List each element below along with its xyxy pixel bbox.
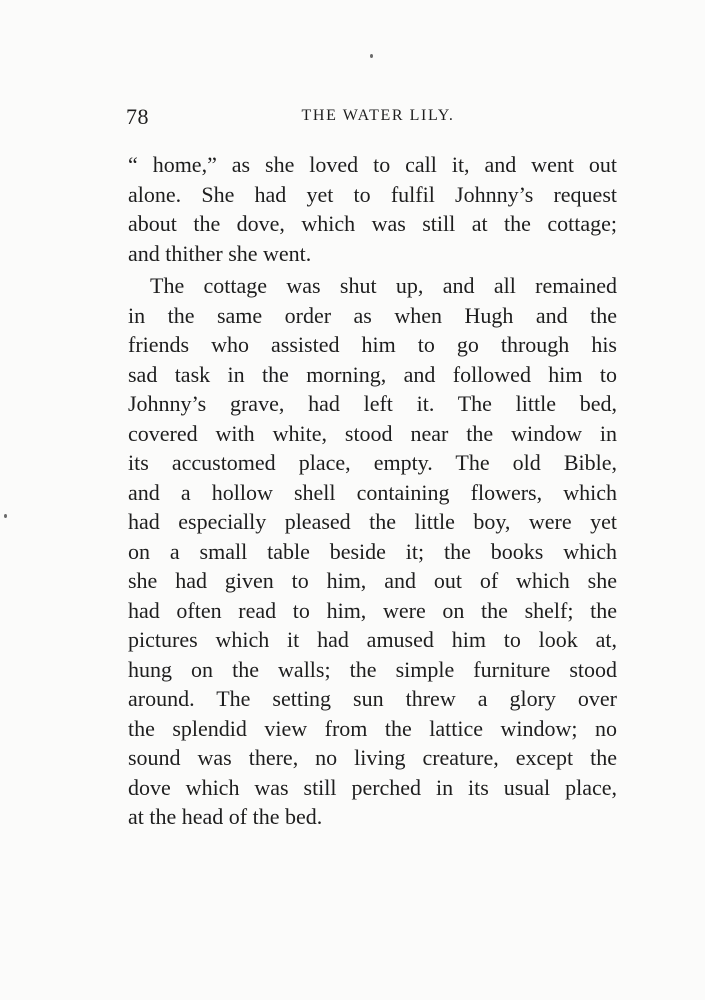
page-number: 78 — [126, 104, 149, 129]
text-line: hung on the walls; the simple furniture stood — [128, 656, 617, 682]
text-line: and a hollow shell containing flowers, which — [128, 479, 617, 505]
text-line: pictures which it had amused him to look at, — [128, 627, 617, 652]
text-line: alone. She had yet to fulfil Johnny’s request — [128, 181, 617, 207]
ink-speck — [4, 514, 7, 518]
text-line: friends who assisted him to go through his — [128, 332, 617, 357]
text-line: The cottage was shut up, and all remained — [150, 273, 617, 298]
text-line: covered with white, stood near the window in — [128, 420, 617, 446]
ink-speck — [370, 54, 373, 58]
text-line: sad task in the morning, and followed him to — [128, 361, 617, 387]
text-line: and thither she went. — [128, 240, 312, 266]
body-text — [128, 150, 617, 832]
paragraph — [128, 150, 617, 268]
text-line: she had given to him, and out of which she — [128, 568, 617, 593]
text-line: at the head of the bed. — [128, 804, 323, 829]
text-line: sound was there, no living creature, except the — [128, 745, 617, 770]
text-line: its accustomed place, empty. The old Bible, — [128, 450, 617, 475]
text-line: Johnny’s grave, had left it. The little bed, — [128, 391, 617, 416]
text-line: dove which was still perched in its usual place, — [128, 774, 617, 800]
page-header — [126, 104, 616, 134]
text-line: “ home,” as she loved to call it, and went out — [128, 152, 617, 177]
text-line: in the same order as when Hugh and the — [128, 302, 617, 328]
text-line: the splendid view from the lattice window; no — [128, 715, 617, 741]
running-title: THE WATER LILY. — [301, 107, 455, 124]
text-line: about the dove, which was still at the cottage; — [128, 211, 617, 236]
text-line: had often read to him, were on the shelf; the — [128, 597, 617, 623]
text-line: had especially pleased the little boy, were yet — [128, 509, 617, 534]
text-line: on a small table beside it; the books which — [128, 538, 617, 564]
text-line: around. The setting sun threw a glory over — [128, 686, 617, 711]
paragraph — [128, 271, 617, 832]
